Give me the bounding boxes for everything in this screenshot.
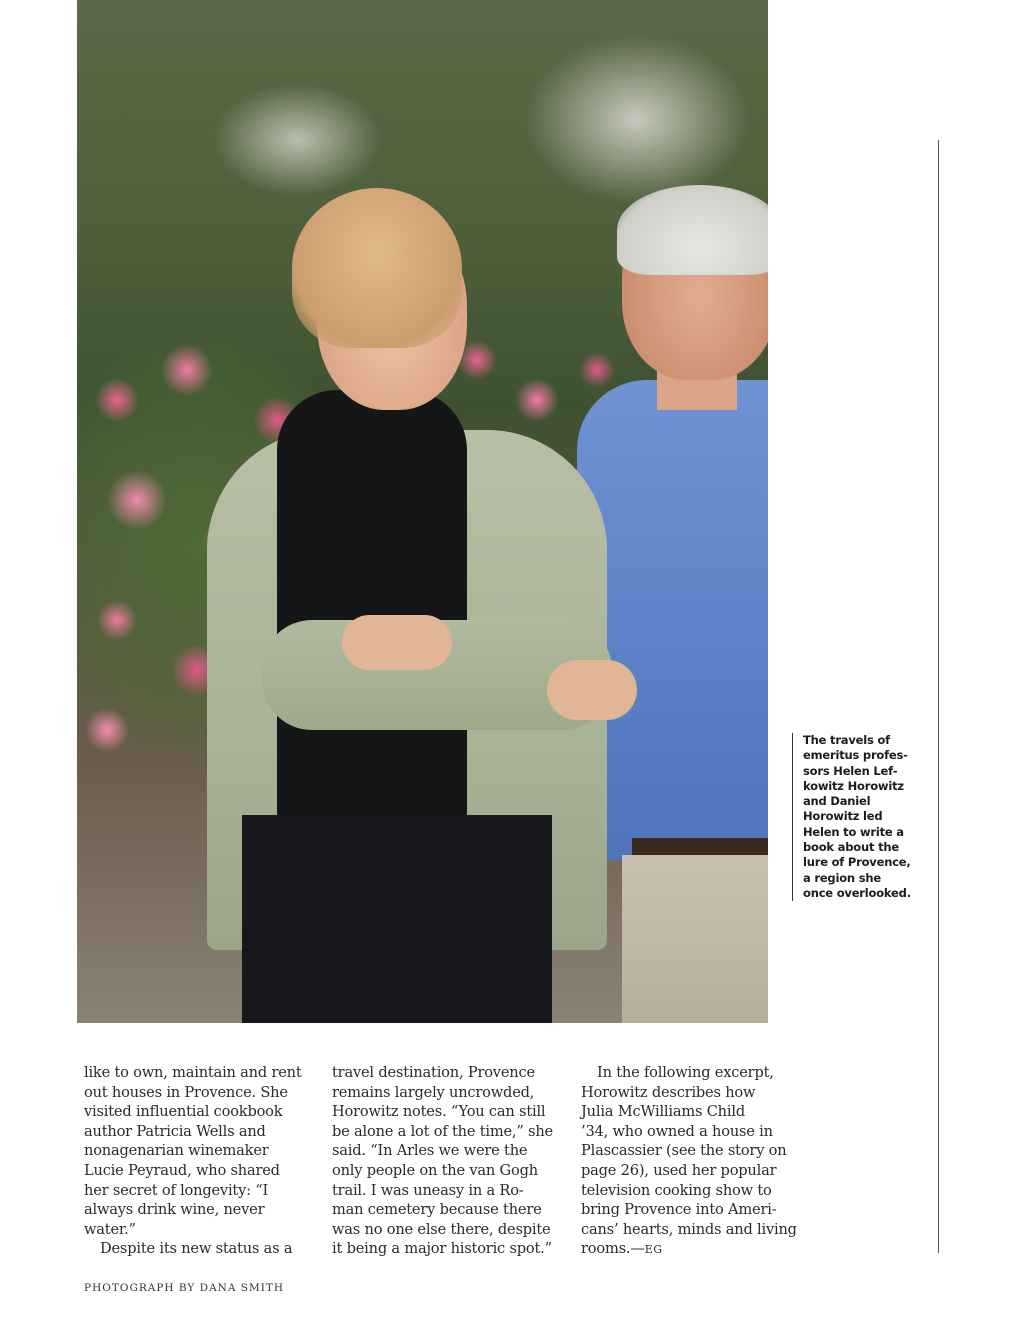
- text-line: television cooking show to: [581, 1181, 772, 1199]
- text-line: her secret of longevity: “I: [84, 1181, 269, 1199]
- text-line: was no one else there, despite: [332, 1220, 551, 1238]
- text-line: Despite its new status as a: [100, 1240, 293, 1258]
- text-line-end: rooms.—: [581, 1240, 645, 1258]
- caption-line: kowitz Horowitz: [803, 778, 904, 793]
- text-line: Horowitz describes how: [581, 1083, 756, 1101]
- portrait-photo: [77, 0, 768, 1023]
- text-line: remains largely uncrowded,: [332, 1083, 535, 1101]
- caption-line: emeritus profes-: [803, 748, 908, 763]
- text-line: visited influential cookbook: [84, 1103, 283, 1121]
- text-line: it being a major historic spot.”: [332, 1240, 552, 1258]
- text-line: only people on the van Gogh: [332, 1161, 538, 1179]
- caption-line: Horowitz led: [803, 809, 883, 824]
- text-line: always drink wine, never: [84, 1201, 265, 1219]
- text-line: Julia McWilliams Child: [581, 1103, 745, 1121]
- text-line: out houses in Provence. She: [84, 1083, 288, 1101]
- text-line: Plascassier (see the story on: [581, 1142, 787, 1160]
- caption-line: lure of Provence,: [803, 855, 911, 870]
- text-line: man cemetery because there: [332, 1201, 542, 1219]
- caption-line: The travels of: [803, 733, 890, 747]
- column-rule: [938, 140, 939, 1253]
- woman-hand-right: [547, 660, 637, 720]
- text-line: Horowitz notes. “You can still: [332, 1103, 546, 1121]
- text-line: be alone a lot of the time,” she: [332, 1122, 553, 1140]
- text-line: trail. I was uneasy in a Ro-: [332, 1181, 524, 1199]
- text-line: In the following excerpt,: [597, 1064, 774, 1081]
- text-line: said. “In Arles we were the: [332, 1142, 528, 1160]
- woman-turtleneck: [277, 390, 467, 830]
- body-column-2: [332, 1063, 557, 1259]
- text-line: bring Provence into Ameri-: [581, 1201, 777, 1219]
- man-pants: [622, 855, 768, 1023]
- photo-caption: [792, 733, 921, 901]
- text-line: author Patricia Wells and: [84, 1122, 266, 1140]
- woman-pants: [242, 815, 552, 1023]
- text-line: page 26), used her popular: [581, 1161, 777, 1179]
- text-line: nonagenarian winemaker: [84, 1142, 269, 1160]
- text-line: travel destination, Provence: [332, 1064, 535, 1081]
- man-hair: [617, 185, 768, 275]
- text-line: cans’ hearts, minds and living: [581, 1220, 797, 1238]
- text-line: ’34, who owned a house in: [581, 1122, 773, 1140]
- caption-line: a region she: [803, 870, 881, 885]
- photo-credit: PHOTOGRAPH BY DANA SMITH: [84, 1282, 285, 1294]
- caption-line: book about the: [803, 840, 899, 855]
- woman-hair: [292, 188, 462, 348]
- caption-line: and Daniel: [803, 794, 871, 809]
- author-signoff: EG: [644, 1243, 663, 1257]
- text-line: like to own, maintain and rent: [84, 1064, 302, 1081]
- caption-line: once overlooked.: [803, 885, 911, 900]
- text-line: water.”: [84, 1220, 136, 1238]
- caption-line: sors Helen Lef-: [803, 763, 898, 778]
- woman-hand: [342, 615, 452, 670]
- text-line: Lucie Peyraud, who shared: [84, 1161, 280, 1179]
- body-column-1: [84, 1063, 309, 1259]
- text-line-last: [581, 1239, 811, 1260]
- body-column-3: [581, 1063, 811, 1260]
- caption-line: Helen to write a: [803, 824, 904, 839]
